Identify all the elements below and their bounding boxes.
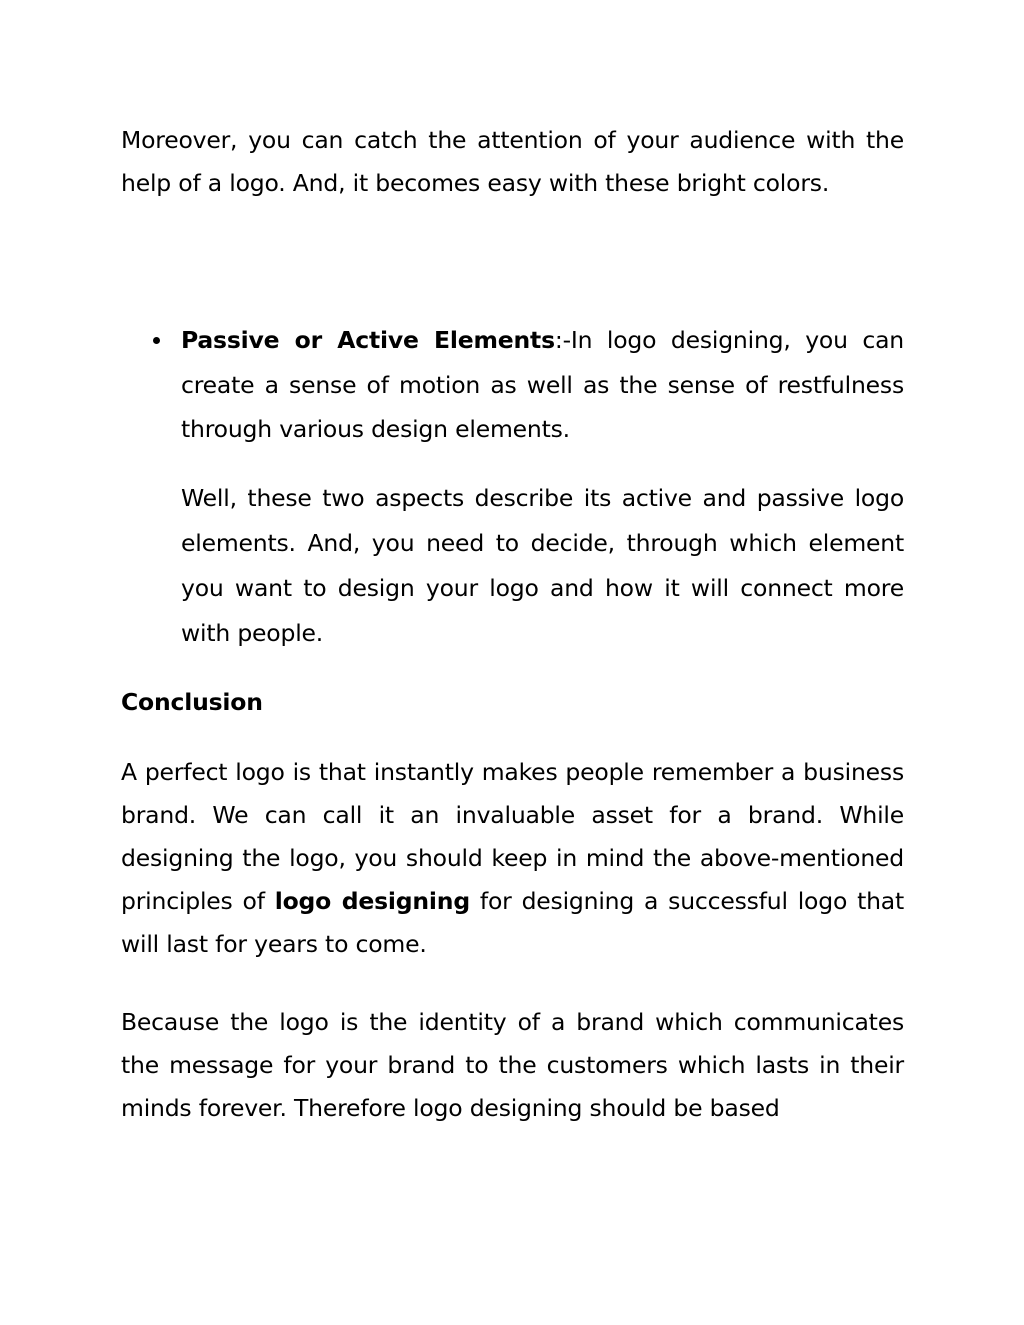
bullet-dot-icon [153, 337, 160, 344]
heading-conclusion: Conclusion [121, 688, 263, 716]
bullet-item-text [181, 318, 904, 452]
paragraph-aspects: Well, these two aspects describe its active and passive logo elements. And, you need to decide, through which element you want to design your logo and how it will connect more with people. [181, 484, 904, 647]
bullet-term: Passive or Active Elements [181, 326, 555, 354]
paragraph-identity: Because the logo is the identity of a brand which communicates the message for your brand to the customers which lasts in their minds forever. Therefore logo designing should be based [121, 1008, 904, 1122]
bold-logo-designing: logo designing [274, 887, 470, 915]
paragraph-perfect-logo [121, 751, 904, 966]
paragraph-attention: Moreover, you can catch the attention of your audience with the help of a logo. And, it becomes easy with these bright colors. [121, 126, 904, 197]
bullet-description: :-In logo designing, you can create a sense of motion as well as the sense of restfulness through various design elements. [181, 326, 904, 443]
paragraph-perfect-logo-end: for designing a successful logo that will last for years to come. [121, 887, 905, 958]
paragraph-perfect-logo-start: A perfect logo is that instantly makes people remember a business brand. We can call it an invaluable asset for a brand. While designing the logo, you should keep in mind the above-mentioned principles of [121, 758, 904, 915]
